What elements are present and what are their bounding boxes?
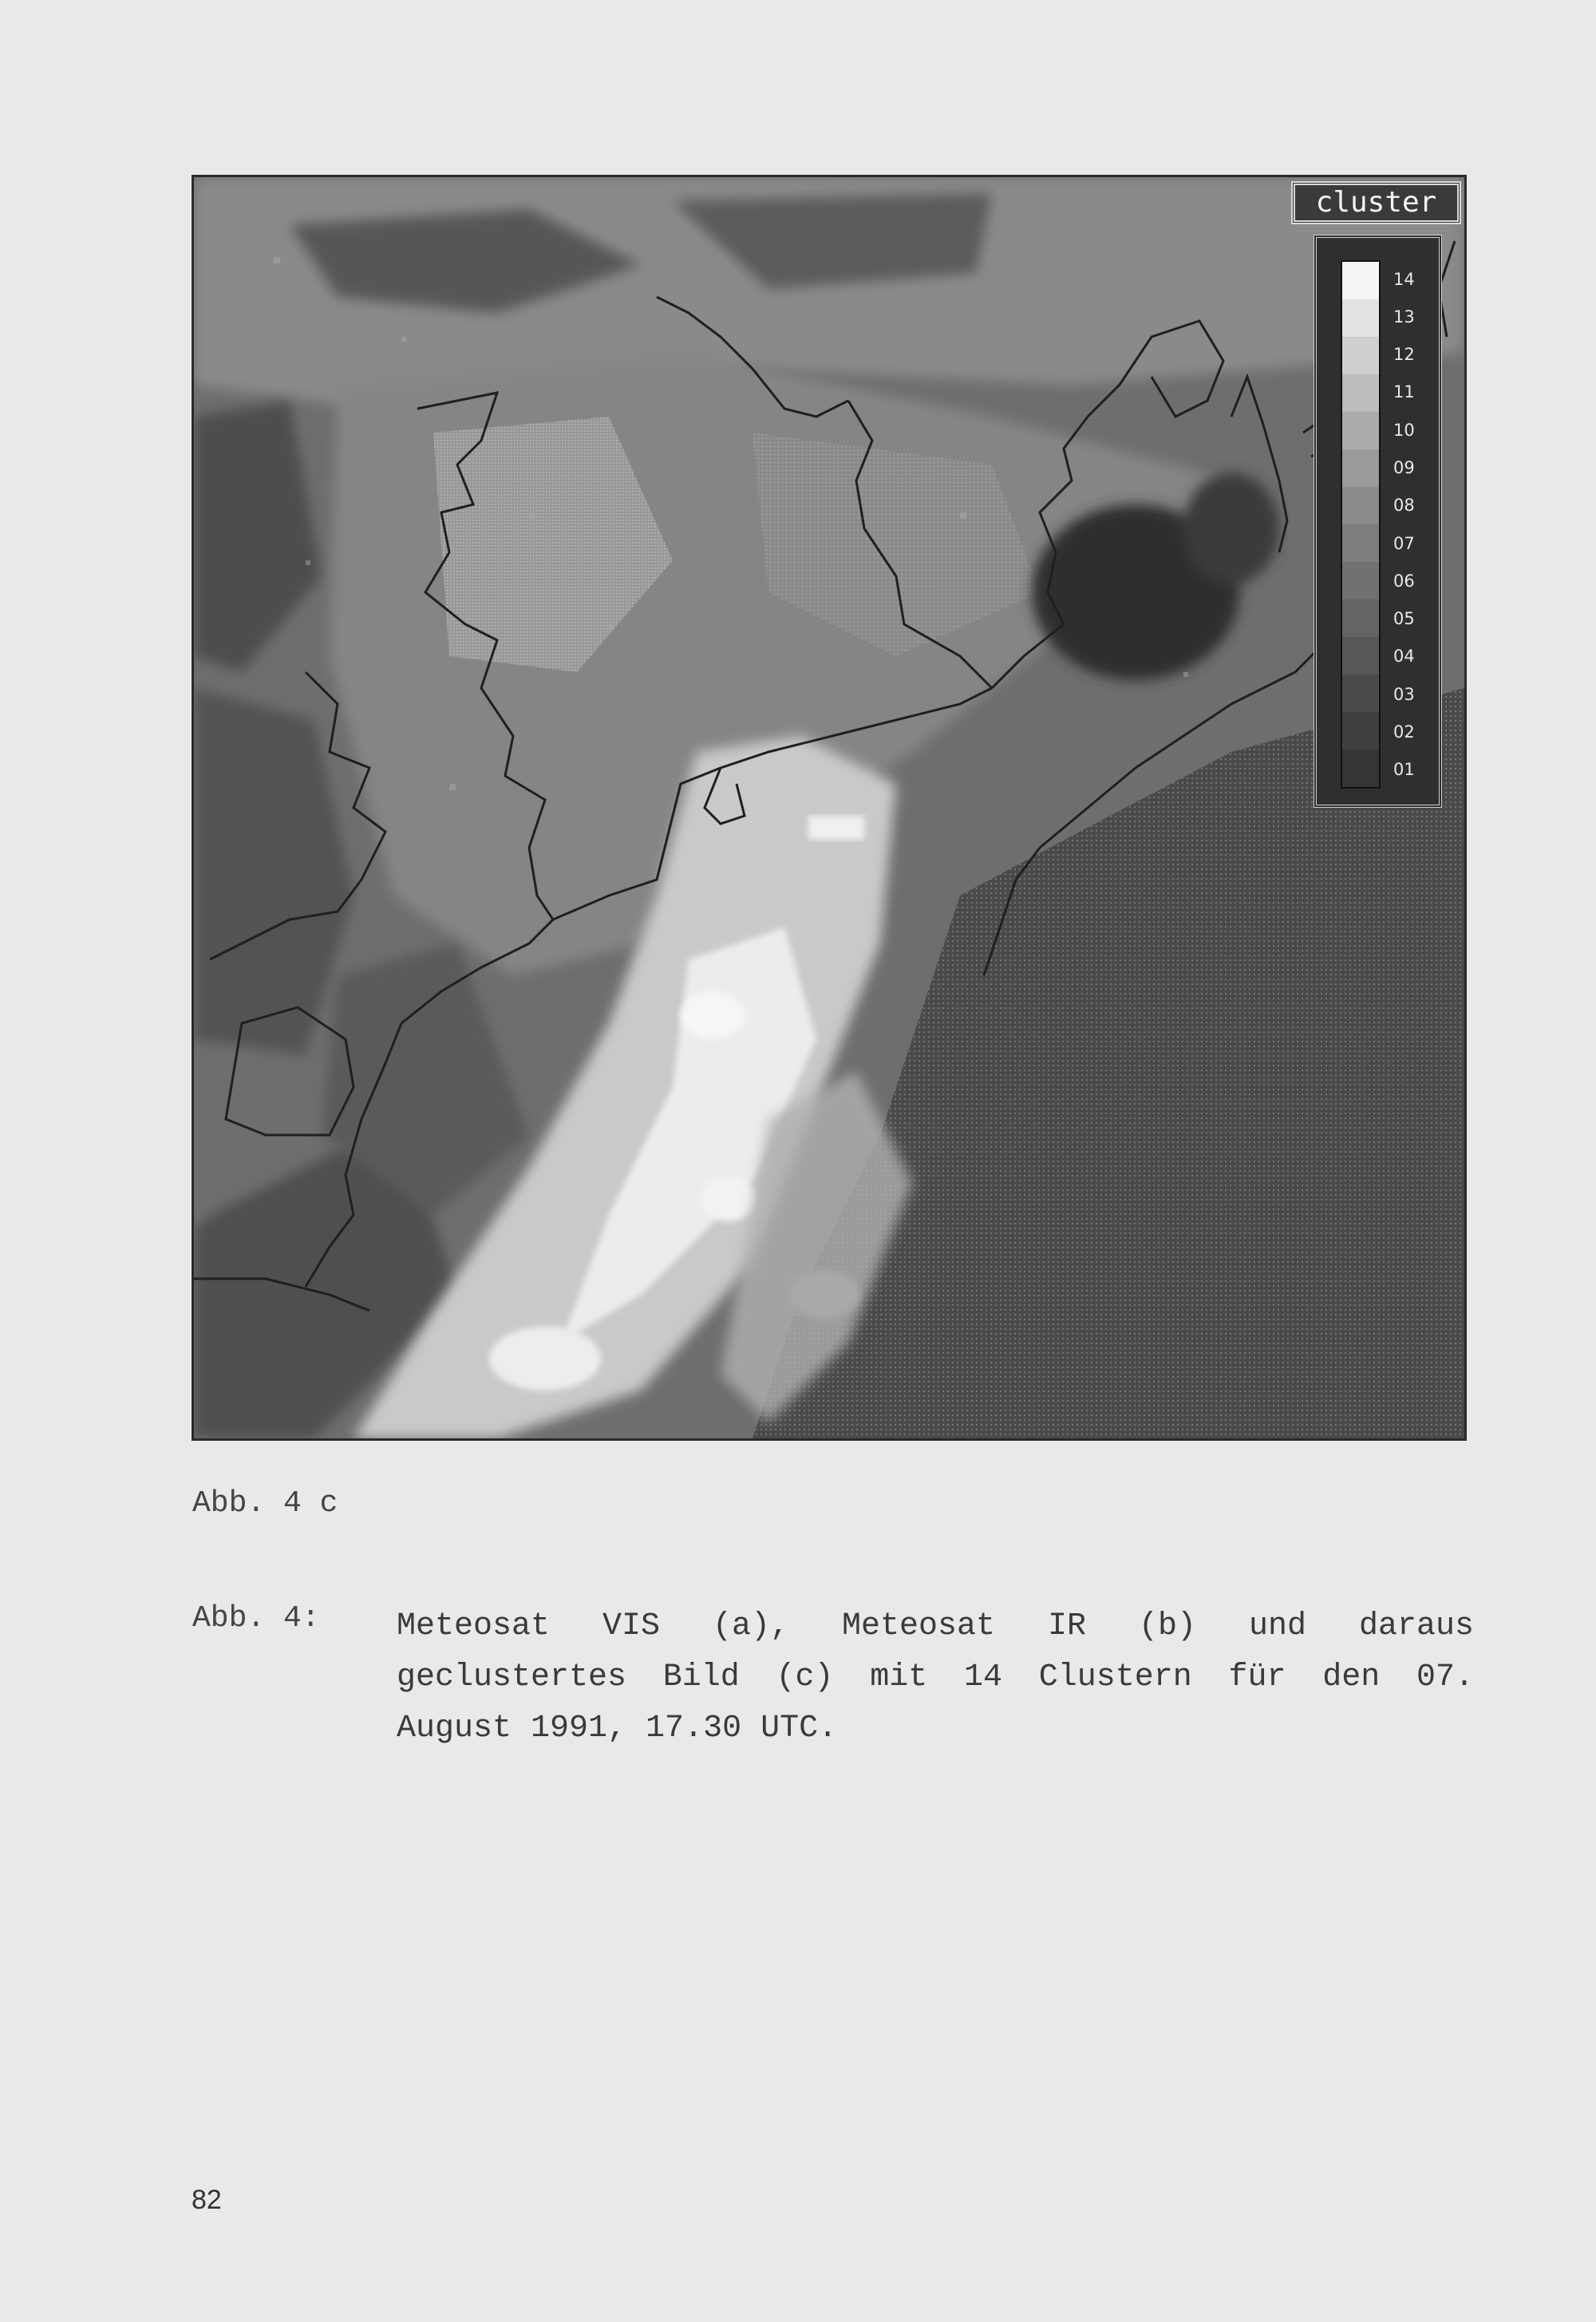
legend-swatch-08	[1342, 487, 1379, 524]
cluster-map	[194, 177, 1464, 1438]
legend-label-08: 08	[1393, 496, 1415, 516]
figure-sublabel: Abb. 4 c	[192, 1486, 338, 1521]
legend-swatch-04	[1342, 637, 1379, 674]
legend-label-04: 04	[1393, 647, 1415, 667]
legend-label-02: 02	[1393, 722, 1415, 742]
legend-swatch-01	[1342, 750, 1379, 787]
legend-label-12: 12	[1393, 345, 1415, 365]
caption-text	[397, 1601, 1474, 1754]
legend-color-bar	[1341, 260, 1381, 789]
legend-swatch-10	[1342, 412, 1379, 449]
legend-label-09: 09	[1393, 458, 1415, 478]
legend-label-13: 13	[1393, 307, 1415, 326]
legend-swatch-13	[1342, 299, 1379, 337]
legend-swatch-11	[1342, 374, 1379, 412]
legend-labels	[1393, 260, 1415, 789]
caption-label: Abb. 4:	[192, 1601, 320, 1636]
legend-swatch-05	[1342, 599, 1379, 637]
legend-swatch-02	[1342, 712, 1379, 750]
legend-label-10: 10	[1393, 420, 1415, 440]
legend-label-07: 07	[1393, 533, 1415, 553]
page-number: 82	[192, 2185, 222, 2215]
caption-line: geclustertes Bild (c) mit 14 Clustern für den 07.	[397, 1659, 1474, 1695]
legend-label-05: 05	[1393, 609, 1415, 629]
legend-label-03: 03	[1393, 684, 1415, 704]
legend-swatch-07	[1342, 524, 1379, 562]
legend-title: cluster	[1291, 181, 1461, 224]
legend-label-14: 14	[1393, 269, 1415, 289]
cluster-legend	[1314, 235, 1442, 808]
satellite-cluster-image	[192, 175, 1467, 1441]
legend-label-01: 01	[1393, 760, 1415, 780]
legend-swatch-06	[1342, 562, 1379, 599]
legend-swatch-03	[1342, 674, 1379, 712]
legend-label-06: 06	[1393, 571, 1415, 591]
caption-line: Meteosat VIS (a), Meteosat IR (b) und daraus	[397, 1608, 1474, 1644]
legend-swatch-12	[1342, 337, 1379, 374]
legend-label-11: 11	[1393, 382, 1415, 402]
legend-swatch-14	[1342, 262, 1379, 299]
caption-line: August 1991, 17.30 UTC.	[397, 1711, 838, 1746]
legend-swatch-09	[1342, 449, 1379, 487]
